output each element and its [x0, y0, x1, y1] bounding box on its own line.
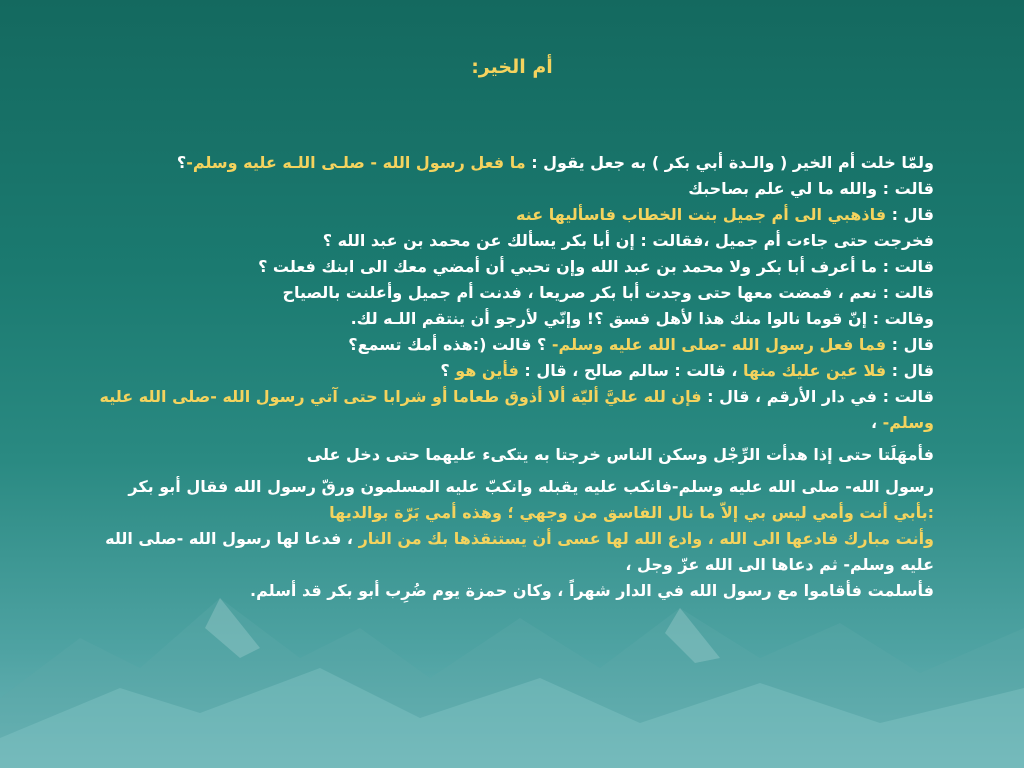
text-segment: قالت : في دار الأرقم ، قال : [701, 387, 934, 406]
text-line [54, 474, 934, 500]
slide-title: أم الخير: [471, 56, 553, 78]
text-segment: ، قالت : سالم صالح ، قال : [518, 361, 743, 380]
text-segment: رسول الله- صلى الله عليه وسلم-فانكب عليه يقبله وانكبّ عليه المسلمون ورقّ رسول الله فقال أبو بكر [128, 477, 934, 496]
text-line [54, 500, 934, 526]
text-segment: فأمهَلَتا حتى إذا هدأت الرِّجْل وسكن الناس خرجتا به يتكىء عليهما حتى دخل على [306, 445, 934, 464]
highlighted-quote: وأنت مبارك فادعها الى الله ، وادع الله لها عسى أن يستنقذها بك من النار [358, 529, 934, 548]
highlighted-quote: ما فعل رسول الله - صلـى اللـه عليه وسلم- [186, 153, 526, 172]
highlighted-quote: فلا عين عليك منها [743, 361, 887, 380]
text-line [54, 176, 934, 202]
text-segment: ؟ قالت (:هذه أمك تسمع؟ [348, 335, 552, 354]
text-line [54, 202, 934, 228]
text-line [54, 358, 934, 384]
text-line [54, 442, 934, 468]
text-line [54, 384, 934, 436]
text-segment: فأسلمت فأقاموا مع رسول الله في الدار شهراً ، وكان حمزة يوم ضُرِب أبو بكر قد أسلم. [250, 581, 934, 600]
highlighted-quote: فاذهبي الى أم جميل بنت الخطاب فاسأليها عنه [515, 205, 887, 224]
text-segment: قالت : ما أعرف أبا بكر ولا محمد بن عبد الله وإن تحبي أن أمضي معك الى ابنك فعلت ؟ [258, 257, 934, 276]
text-segment: ، فدعا لها رسول الله -صلى الله [105, 529, 359, 548]
text-line [54, 280, 934, 306]
text-line [54, 150, 934, 176]
highlighted-quote: فما فعل رسول الله -صلى الله عليه وسلم- [551, 335, 887, 354]
text-line [54, 552, 934, 578]
text-line [54, 332, 934, 358]
text-line [54, 254, 934, 280]
text-line [54, 306, 934, 332]
highlighted-quote: فأين هو [455, 361, 519, 380]
text-segment: قال : [886, 205, 934, 224]
text-segment: ؟ [440, 361, 456, 380]
text-segment: عليه وسلم- ثم دعاها الى الله عزّ وجل ، [625, 555, 934, 574]
text-segment: وقالت : إنّ قوما نالوا منك هذا لأهل فسق ؟! وإنّي لأرجو أن ينتقم اللـه لك. [350, 309, 934, 328]
text-segment: فخرجت حتى جاءت أم جميل ،فقالت : إن أبا بكر يسألك عن محمد بن عبد الله ؟ [322, 231, 934, 250]
text-segment: قالت : نعم ، فمضت معها حتى وجدت أبا بكر صريعا ، فدنت أم جميل وأعلنت بالصياح [282, 283, 934, 302]
text-segment: ولمّا خلت أم الخير ( والـدة أبي بكر ) به جعل يقول : [525, 153, 934, 172]
text-segment: قال : [886, 361, 934, 380]
text-line [54, 526, 934, 552]
highlighted-quote: فإن لله عليَّ أليّة ألا أذوق طعاما أو شرابا حتى آتي رسول الله -صلى الله عليه وسلم- [99, 387, 934, 432]
text-segment: ، [870, 413, 883, 432]
text-line [54, 228, 934, 254]
text-line [54, 578, 934, 604]
text-segment: قال : [886, 335, 934, 354]
slide-body [54, 150, 934, 604]
highlighted-quote: :بأبي أنت وأمي ليس بي إلاّ ما نال الفاسق من وجهي ؛ وهذه أمي بَرّة بوالديها [329, 503, 934, 522]
text-segment: قالت : والله ما لي علم بصاحبك [688, 179, 934, 198]
text-segment: ؟ [176, 153, 187, 172]
